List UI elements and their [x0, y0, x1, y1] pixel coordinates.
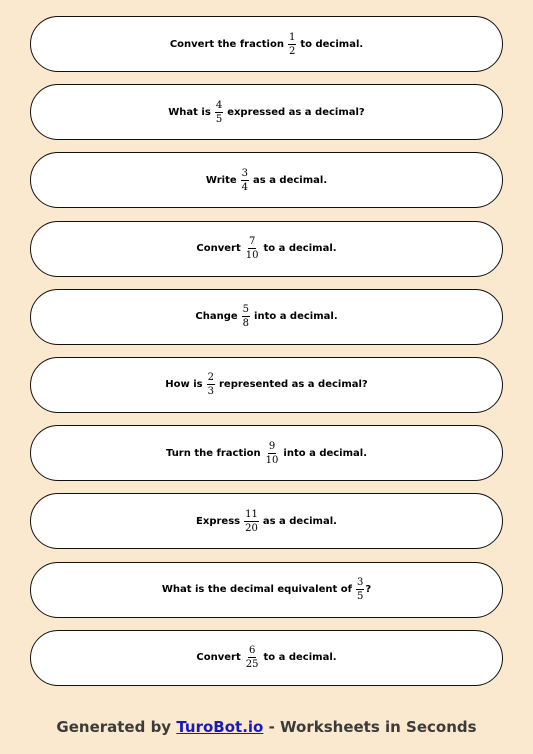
question-text-after: to a decimal. — [263, 652, 337, 664]
question-card-1 — [30, 16, 503, 72]
question-card-5 — [30, 289, 503, 345]
question-text-before: Convert — [196, 652, 241, 664]
fraction — [215, 100, 223, 125]
fraction — [245, 645, 260, 670]
fraction — [245, 236, 260, 261]
question-text-after: as a decimal. — [262, 515, 337, 527]
fraction-numerator: 6 — [248, 645, 256, 657]
question-card-4 — [30, 221, 503, 277]
question-card-6 — [30, 357, 503, 413]
question-text-before: Write — [205, 174, 237, 186]
question-card-8 — [30, 493, 503, 549]
question-card-3 — [30, 152, 503, 208]
footer-suffix: - Worksheets in Seconds — [268, 718, 477, 736]
fraction-denominator: 8 — [242, 318, 250, 330]
question-text-after: into a decimal. — [283, 447, 368, 459]
fraction-numerator: 11 — [245, 508, 258, 520]
fraction-denominator: 2 — [288, 45, 296, 57]
fraction-numerator: 5 — [242, 304, 250, 316]
fraction-denominator: 3 — [207, 386, 214, 398]
question-text-before: Turn the fraction — [165, 447, 261, 459]
fraction-denominator: 25 — [245, 659, 259, 671]
fraction — [207, 372, 215, 397]
fraction-numerator: 2 — [207, 372, 214, 384]
fraction-numerator: 1 — [288, 31, 296, 43]
question-card-9 — [30, 562, 503, 618]
question-card-7 — [30, 425, 503, 481]
fraction — [242, 304, 250, 329]
footer-prefix: Generated by — [56, 718, 172, 736]
question-text-before: Change — [195, 311, 238, 323]
fraction-numerator: 3 — [356, 577, 364, 588]
fraction — [244, 509, 259, 534]
fraction — [356, 577, 364, 602]
question-text-before: What is — [168, 106, 211, 118]
question-text-after: ? — [365, 584, 372, 595]
fraction — [265, 441, 280, 466]
question-text-after: to a decimal. — [263, 243, 337, 255]
question-text-before: Convert — [196, 243, 241, 255]
fraction-denominator: 20 — [245, 522, 258, 534]
question-text-before: What is the decimal equivalent of — [161, 584, 352, 595]
fraction-numerator: 9 — [268, 440, 276, 452]
fraction-denominator: 4 — [241, 181, 249, 193]
worksheet-question-list — [30, 16, 503, 698]
fraction-numerator: 3 — [241, 167, 249, 179]
question-card-10 — [30, 630, 503, 686]
turobot-link[interactable]: TuroBot.io — [176, 718, 264, 736]
question-text-before: How is — [165, 379, 203, 391]
fraction-numerator: 7 — [248, 236, 256, 248]
question-text-after: represented as a decimal? — [218, 379, 368, 391]
fraction — [288, 32, 296, 57]
question-text-after: as a decimal. — [253, 174, 328, 186]
fraction-denominator: 5 — [356, 591, 364, 602]
question-text-after: into a decimal. — [254, 311, 338, 323]
fraction-denominator: 5 — [215, 113, 223, 125]
question-text-before: Express — [196, 515, 241, 527]
fraction-denominator: 10 — [245, 250, 259, 262]
question-text-before: Convert the fraction — [169, 38, 284, 50]
fraction-numerator: 4 — [215, 99, 223, 111]
fraction-denominator: 10 — [265, 454, 279, 466]
footer — [0, 718, 533, 736]
question-card-2 — [30, 84, 503, 140]
question-text-after: expressed as a decimal? — [227, 106, 365, 118]
fraction — [241, 168, 249, 193]
question-text-after: to decimal. — [300, 38, 364, 50]
